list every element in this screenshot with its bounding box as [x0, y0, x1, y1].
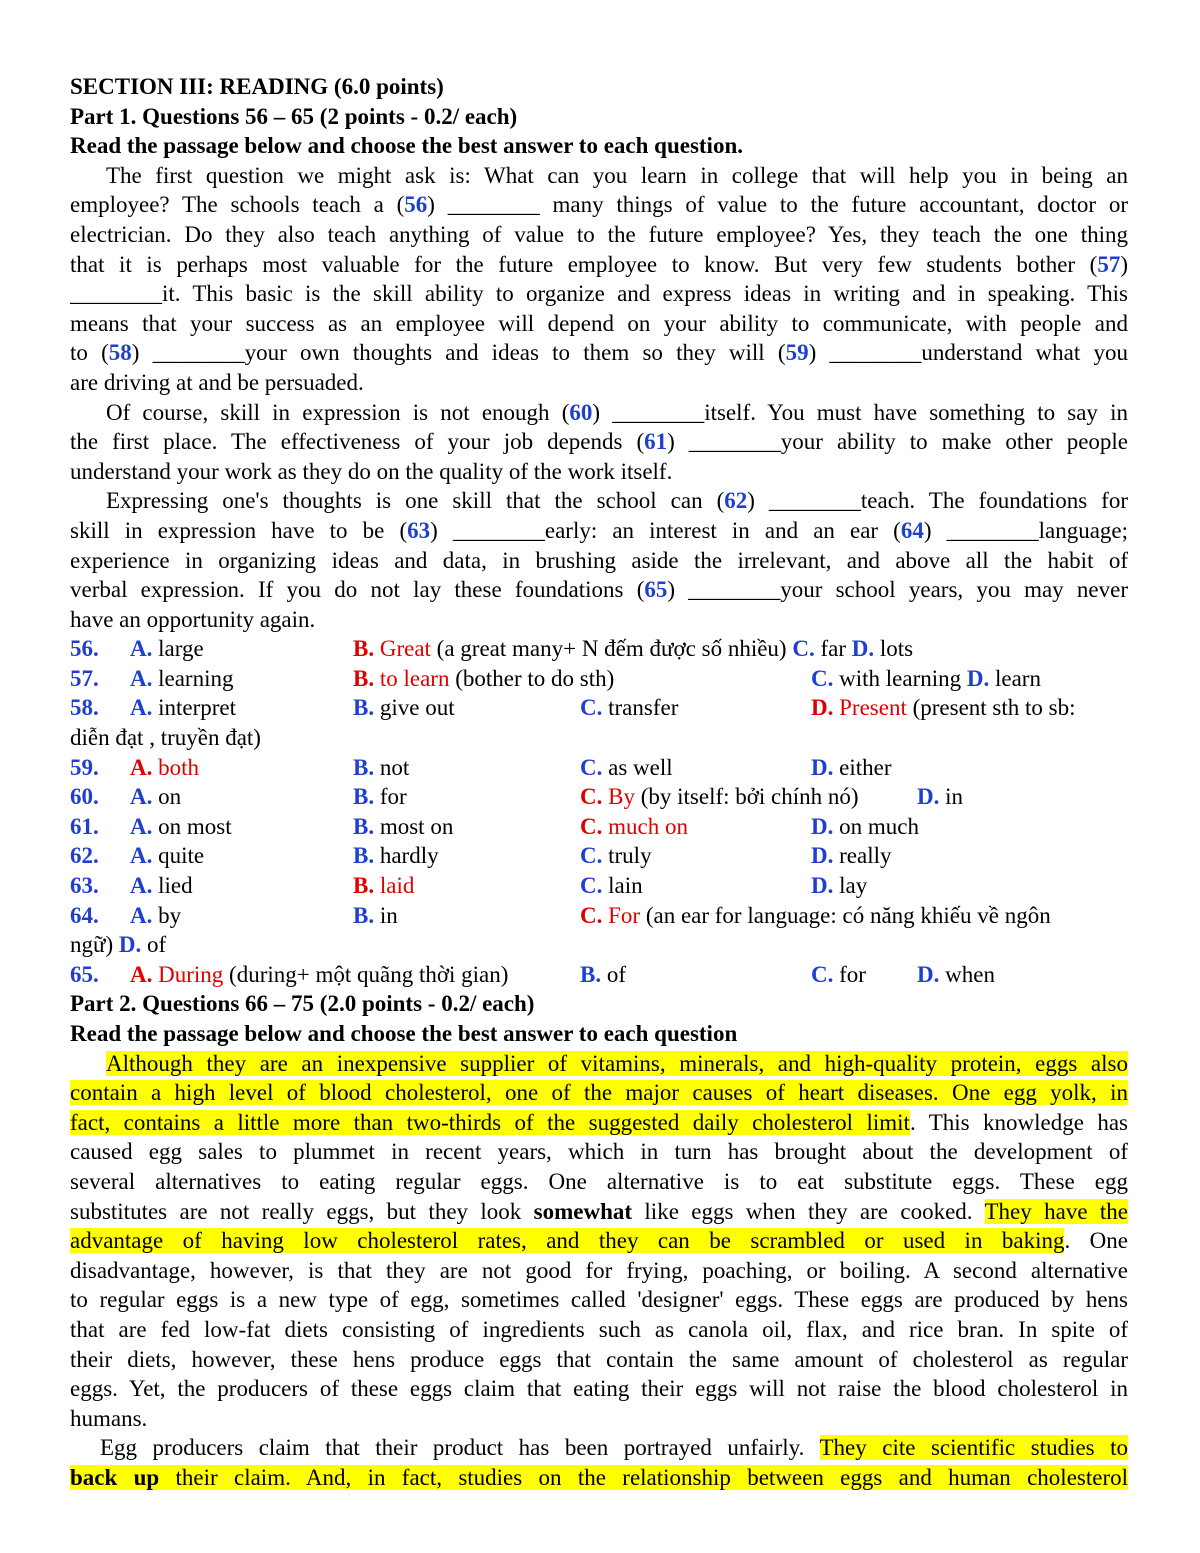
text-run: employee? The schools teach a (: [70, 192, 405, 218]
text-run: large: [158, 636, 204, 662]
text-run: [811, 753, 891, 783]
text-run: are driving at and be persuaded.: [70, 369, 364, 395]
answer-row-56: [70, 634, 1128, 664]
option-letter: A.: [130, 695, 153, 721]
option-letter: B.: [353, 813, 375, 839]
option-letter: D.: [811, 843, 834, 869]
option-letter: D.: [851, 636, 875, 662]
option-letter: A.: [130, 873, 153, 899]
question-number: 56: [404, 192, 428, 218]
part2-passage-line: [70, 1197, 1128, 1227]
text-run: [353, 782, 407, 812]
document-content: [70, 72, 1128, 1493]
part2-passage-line: [70, 1078, 1128, 1108]
text-run: (present sth to sb:: [906, 695, 1076, 721]
text-run: both: [152, 754, 200, 780]
text-run: not: [374, 754, 410, 780]
text-run: Egg producers claim that their product has been portrayed unfairly.: [100, 1435, 820, 1461]
text-run: [917, 782, 963, 812]
text-run: The first question we might ask is: What can you learn in college that will help you in being an: [106, 162, 1128, 188]
question-number: 58: [108, 340, 132, 366]
text-run: electrician. Do they also teach anything of value to the future employee? Yes, they teach the one thing: [70, 221, 1128, 247]
text-run: [130, 901, 181, 931]
text-run: laid: [374, 873, 415, 899]
text-run: lots: [874, 636, 914, 662]
highlighted-text: their claim. And, in fact, studies on the relationship between eggs and human cholesterol: [159, 1464, 1128, 1490]
text-run: [811, 812, 919, 842]
option-letter: D.: [917, 784, 940, 810]
answer-row-64: [70, 901, 1128, 931]
text-run: their diets, however, these hens produce eggs that contain the same amount of cholesterol as regular: [70, 1346, 1128, 1372]
text-run: learn: [989, 665, 1041, 691]
answer-row-62: [70, 841, 1128, 871]
answer-row-60: [70, 782, 1128, 812]
answer-row-57: [70, 664, 1128, 694]
answer-row-58: [70, 693, 1128, 723]
question-number: 63: [407, 517, 431, 543]
text-run: with learning: [833, 665, 967, 691]
question-number: 57.: [70, 665, 99, 691]
text-run: ): [1120, 251, 1128, 277]
text-run: [811, 841, 891, 871]
option-letter: D.: [811, 873, 834, 899]
text-run: lay: [833, 873, 868, 899]
text-run: truly: [602, 843, 652, 869]
text-run: [130, 782, 181, 812]
question-number: 61: [644, 429, 668, 455]
text-run: [353, 871, 414, 901]
option-letter: A.: [130, 843, 153, 869]
text-run: for: [374, 784, 407, 810]
text-run: disadvantage, however, is that they are not good for frying, poaching, or boiling. A second alternative: [70, 1257, 1128, 1283]
text-run: for: [833, 961, 866, 987]
text-run: [130, 871, 193, 901]
passage1-line: [70, 368, 1128, 398]
part2-passage-line: [70, 1374, 1128, 1404]
text-run: transfer: [602, 695, 679, 721]
text-run: learning: [152, 665, 234, 691]
text-run: [353, 664, 614, 694]
passage2-line: [70, 427, 1128, 457]
text-run: (an ear for language: có năng khiếu về ngôn: [640, 902, 1051, 928]
option-letter: B.: [353, 636, 375, 662]
part2-passage-line: [70, 1167, 1128, 1197]
text-run: [580, 753, 673, 783]
text-run: [811, 693, 1076, 723]
highlighted-text: They have the: [984, 1198, 1128, 1224]
text-run: ) ________your own thoughts and ideas to them so they will (: [131, 340, 786, 366]
text-run: skill in expression have to be (: [70, 517, 408, 543]
text-run: [811, 664, 1041, 694]
passage2-line: [70, 398, 1128, 428]
text-run: that it is perhaps most valuable for the future employee to know. But very few students bother (: [70, 251, 1098, 277]
part2-passage-line: [70, 1433, 1128, 1463]
option-letter: A.: [130, 636, 153, 662]
part2-instruction: Read the passage below and choose the best answer to each question: [70, 1021, 738, 1046]
option-letter: B.: [353, 784, 375, 810]
text-run: . This knowledge has: [909, 1109, 1128, 1135]
highlighted-text: back up: [70, 1464, 160, 1490]
text-run: (bother to do sth): [449, 665, 615, 691]
text-run: caused egg sales to plummet in recent years, which in turn has brought about the development of: [70, 1139, 1128, 1165]
text-run: [353, 693, 455, 723]
question-number: 65.: [70, 961, 99, 987]
text-run: when: [939, 961, 995, 987]
text-run: as well: [602, 754, 673, 780]
passage3-line: [70, 546, 1128, 576]
part1-title: Part 1. Questions 56 – 65 (2 points - 0.2/ each): [70, 103, 518, 129]
text-run: verbal expression. If you do not lay these foundations (: [70, 577, 645, 603]
text-run: [353, 634, 913, 664]
answer-row-64-cont: [70, 930, 1128, 960]
part2-passage-line: [70, 1226, 1128, 1256]
passage1-line: [70, 250, 1128, 280]
text-run: by: [152, 902, 182, 928]
text-run: [917, 960, 995, 990]
text-run: ) ________understand what you: [808, 340, 1128, 366]
part2-passage-line: [70, 1137, 1128, 1167]
part2-passage-line: [70, 1345, 1128, 1375]
question-number: 62: [724, 488, 748, 514]
option-letter: B.: [353, 902, 375, 928]
option-letter: A.: [130, 813, 153, 839]
text-run: on most: [152, 813, 232, 839]
text-run: far: [814, 636, 852, 662]
text-run: [130, 841, 204, 871]
question-number: 60: [569, 399, 593, 425]
option-letter: C.: [580, 754, 603, 780]
text-run: For: [602, 902, 641, 928]
option-letter: A.: [130, 961, 153, 987]
part2-passage-line: [70, 1049, 1128, 1079]
text-run: either: [833, 754, 892, 780]
answer-row-59: [70, 753, 1128, 783]
text-run: ) ________language;: [923, 517, 1128, 543]
text-run: in: [374, 902, 398, 928]
text-run: [580, 901, 1051, 931]
option-letter: C.: [580, 784, 603, 810]
text-run: By: [602, 784, 635, 810]
text-run: ) ________your ability to make other people: [667, 429, 1128, 455]
text-run: on: [152, 784, 182, 810]
text-run: the first place. The effectiveness of your job depends (: [70, 429, 645, 455]
text-run: experience in organizing ideas and data, in brushing aside the irrelevant, and above all the habit of: [70, 547, 1128, 573]
question-number: 64.: [70, 902, 99, 928]
question-number: 64: [900, 517, 924, 543]
text-run: most on: [374, 813, 454, 839]
text-run: [130, 812, 232, 842]
text-run: ) ________teach. The foundations for: [747, 488, 1128, 514]
text-run: [580, 693, 678, 723]
text-run: [580, 960, 626, 990]
text-run: humans.: [70, 1405, 148, 1431]
highlighted-text: Although they are an inexpensive supplier of vitamins, minerals, and high-quality protein, eggs also: [106, 1050, 1128, 1076]
text-run: hardly: [374, 843, 439, 869]
option-letter: A.: [130, 754, 153, 780]
part2-passage-line: [70, 1315, 1128, 1345]
text-run: in: [939, 784, 964, 810]
option-letter: D.: [966, 665, 990, 691]
text-run: interpret: [152, 695, 237, 721]
text-run: on much: [833, 813, 919, 839]
option-letter: A.: [130, 665, 153, 691]
text-run: (by itself: bởi chính nó): [634, 784, 859, 810]
highlighted-text: They cite scientific studies to: [819, 1435, 1128, 1461]
question-number: 59.: [70, 754, 99, 780]
text-run: [580, 782, 859, 812]
text-run: much on: [602, 813, 688, 839]
question-number: 61.: [70, 813, 99, 839]
question-number: 59: [785, 340, 809, 366]
passage3-line: [70, 605, 1128, 635]
text-run: of: [601, 961, 627, 987]
text-run: ________it. This basic is the skill ability to organize and express ideas in writing and in speaking. This: [70, 281, 1128, 307]
text-run: [353, 753, 409, 783]
passage1-line: [70, 309, 1128, 339]
text-run: like eggs when they are cooked.: [632, 1198, 985, 1224]
option-letter: B.: [580, 961, 602, 987]
text-run: means that your success as an employee will depend on your ability to communicate, with people and: [70, 310, 1128, 336]
text-run: quite: [152, 843, 205, 869]
option-letter: B.: [353, 695, 375, 721]
text-run: [353, 812, 453, 842]
question-number: 63.: [70, 873, 99, 899]
passage3-line: [70, 486, 1128, 516]
question-number: 60.: [70, 784, 99, 810]
passage1-line: [70, 338, 1128, 368]
text-run: [353, 841, 439, 871]
passage2-line: [70, 457, 1128, 487]
highlighted-text: contain a high level of blood cholesterol, one of the major causes of heart diseases. One egg yolk, in: [70, 1080, 1128, 1106]
question-number: 57: [1097, 251, 1121, 277]
text-run: [130, 960, 508, 990]
text-run: . One: [1064, 1228, 1128, 1254]
option-letter: C.: [580, 902, 603, 928]
passage1-line: [70, 220, 1128, 250]
passage3-line: [70, 575, 1128, 605]
text-run: really: [833, 843, 892, 869]
part2-passage-line: [70, 1256, 1128, 1286]
text-run: [580, 812, 688, 842]
option-letter: B.: [353, 843, 375, 869]
option-letter: B.: [353, 873, 375, 899]
part2-passage-line: [70, 1285, 1128, 1315]
option-letter: C.: [580, 843, 603, 869]
text-run: [353, 901, 398, 931]
text-run: substitutes are not really eggs, but they look: [70, 1198, 534, 1224]
passage1-line: [70, 279, 1128, 309]
option-letter: C.: [811, 665, 834, 691]
text-run: understand your work as they do on the quality of the work itself.: [70, 458, 673, 484]
text-run: ) ________itself. You must have something to say in: [592, 399, 1128, 425]
text-run: Of course, skill in expression is not enough (: [106, 399, 570, 425]
text-run: Expressing one's thoughts is one skill that the school can (: [106, 488, 725, 514]
text-run: [130, 634, 204, 664]
text-run: Present: [833, 695, 907, 721]
text-run: to (: [70, 340, 109, 366]
option-letter: C.: [580, 695, 603, 721]
text-run: lain: [602, 873, 643, 899]
question-number: 62.: [70, 843, 99, 869]
option-letter: C.: [580, 813, 603, 839]
text-run: several alternatives to eating regular eggs. One alternative is to eat substitute eggs. These egg: [70, 1168, 1128, 1194]
answer-row-65: [70, 960, 1128, 990]
text-run: (a great many+ N đếm được số nhiều): [430, 636, 787, 662]
answer-row-61: [70, 812, 1128, 842]
option-letter: C.: [580, 873, 603, 899]
option-letter: A.: [130, 902, 153, 928]
text-run: [130, 693, 236, 723]
option-letter: B.: [353, 665, 375, 691]
text-run: [130, 664, 233, 694]
option-letter: D.: [811, 813, 834, 839]
part2-passage-line: [70, 1108, 1128, 1138]
option-letter: C.: [792, 636, 815, 662]
question-number: 65: [644, 577, 668, 603]
option-letter: A.: [130, 784, 153, 810]
text-run: ) ________ many things of value to the future accountant, doctor or: [427, 192, 1128, 218]
option-letter: C.: [811, 961, 834, 987]
option-letter: B.: [353, 754, 375, 780]
answer-row-58-cont: diễn đạt , truyền đạt): [70, 725, 261, 751]
highlighted-text: fact, contains a little more than two-thirds of the suggested daily cholesterol limit: [70, 1109, 910, 1135]
option-letter: D.: [917, 961, 940, 987]
passage1-line: [70, 190, 1128, 220]
option-letter: D.: [811, 695, 834, 721]
text-run: [580, 841, 652, 871]
passage1-line: [70, 161, 1128, 191]
text-run: [811, 960, 866, 990]
highlighted-text: advantage of having low cholesterol rates, and they can be scrambled or used in baking: [70, 1228, 1065, 1254]
text-run: ) ________early: an interest in and an ear (: [430, 517, 901, 543]
text-run: [580, 871, 643, 901]
passage3-line: [70, 516, 1128, 546]
question-number: 56.: [70, 636, 99, 662]
option-letter: D.: [811, 754, 834, 780]
answer-row-63: [70, 871, 1128, 901]
text-run: During: [152, 961, 224, 987]
text-run: have an opportunity again.: [70, 606, 316, 632]
text-run: lied: [152, 873, 193, 899]
text-run: give out: [374, 695, 455, 721]
part2-title: Part 2. Questions 66 – 75 (2.0 points - 0.2/ each): [70, 991, 535, 1017]
part2-passage-line: [70, 1463, 1128, 1493]
text-run: to learn: [374, 665, 450, 691]
text-run: (during+ một quãng thời gian): [223, 961, 509, 987]
text-run: Great: [379, 636, 431, 662]
text-run: ) ________your school years, you may never: [667, 577, 1128, 603]
question-number: 58.: [70, 695, 99, 721]
part2-passage-line: [70, 1404, 1128, 1434]
part1-instruction: Read the passage below and choose the best answer to each question.: [70, 133, 743, 159]
text-run: somewhat: [533, 1198, 633, 1224]
section-title: SECTION III: READING (6.0 points): [70, 74, 444, 99]
text-run: [811, 871, 867, 901]
option-letter: D.: [118, 932, 142, 958]
text-run: of: [141, 932, 167, 958]
text-run: ngữ): [70, 932, 119, 958]
text-run: eggs. Yet, the producers of these eggs claim that eating their eggs will not raise the blood cholesterol in: [70, 1376, 1128, 1402]
text-run: [130, 753, 199, 783]
text-run: that are fed low-fat diets consisting of ingredients such as canola oil, flax, and rice bran. In spite of: [70, 1316, 1128, 1342]
text-run: to regular eggs is a new type of egg, sometimes called 'designer' eggs. These eggs are produced by hens: [70, 1287, 1128, 1313]
